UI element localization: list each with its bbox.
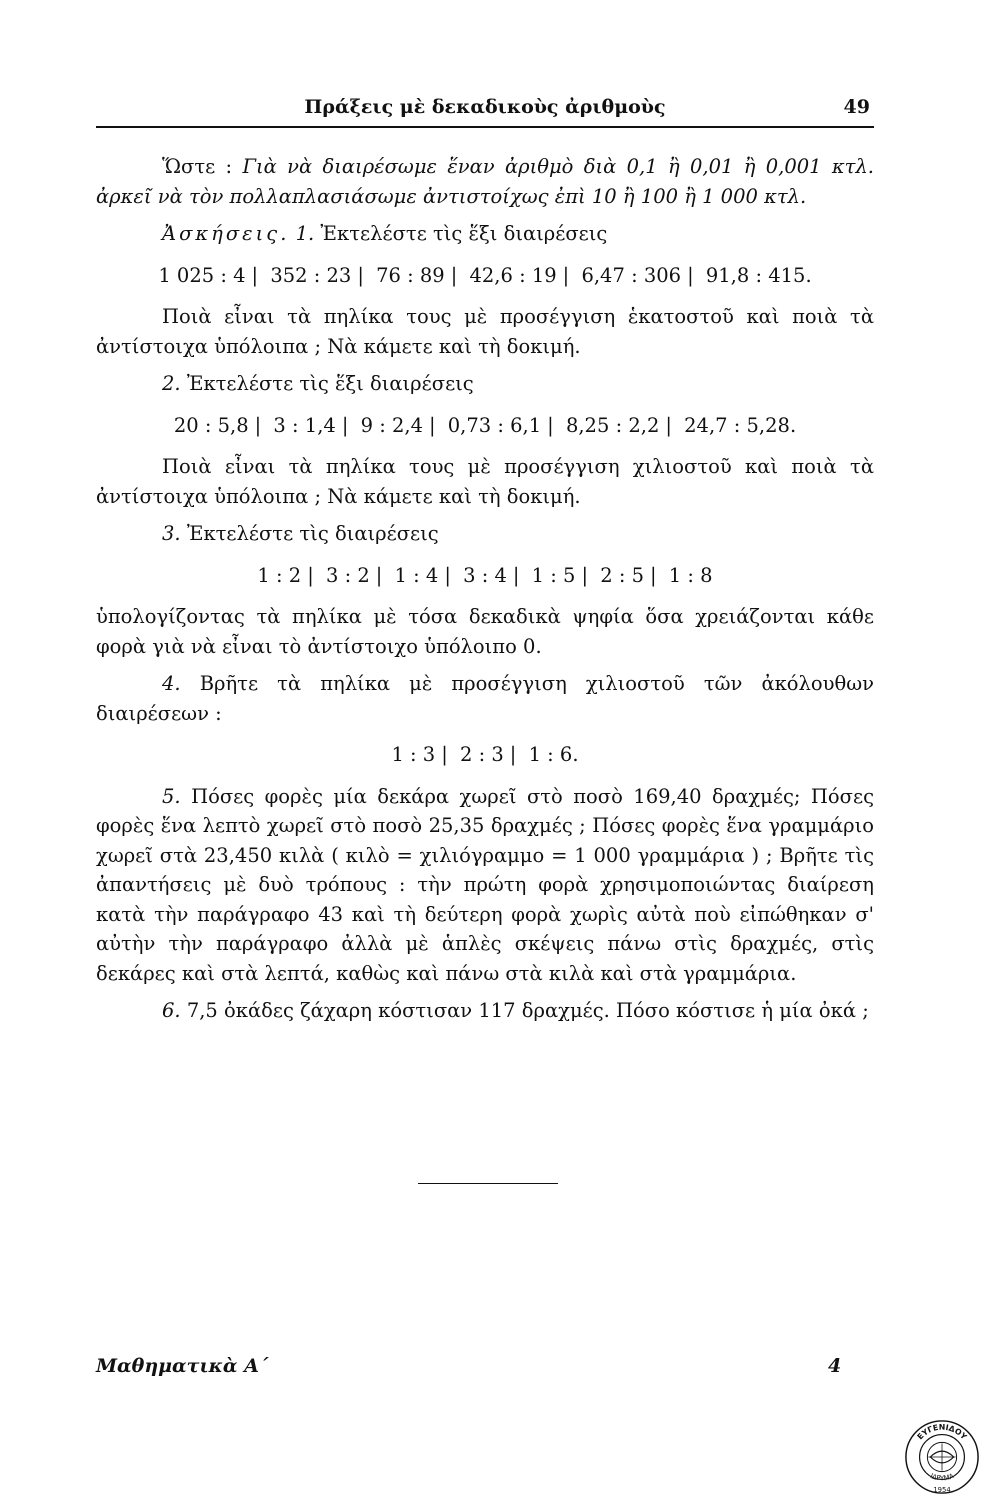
division: 1 : 3 <box>391 743 436 766</box>
footer-book-title: Μαθηματικὰ Α΄ <box>96 1355 269 1377</box>
exercise-1-question: Ποιὰ εἶναι τὰ πηλίκα τους μὲ προσέγγιση ἑκατοστοῦ καὶ ποιὰ τὰ ἀντίστοιχα ὑπόλοιπα ; Νὰ κάμετε καὶ τὴ δοκιμή. <box>96 305 874 358</box>
division: 1 025 : 4 <box>158 263 246 287</box>
exercises-heading: Ἀσκήσεις. <box>162 222 290 245</box>
division: 1 : 4 <box>394 563 439 587</box>
division: 91,8 : 415. <box>705 263 812 287</box>
exercise-3-number: 3. <box>162 522 181 545</box>
page-number: 49 <box>843 96 870 118</box>
intro-rule: Γιὰ νὰ διαιρέσωμε ἕναν ἀριθμὸ διὰ 0,1 ἢ 0,01 ἢ 0,001 κτλ. ἀρκεῖ νὰ τὸν πολλαπλασιάσωμε ἀντιστοίχως ἐπὶ 10 ἢ 100 ἢ 1 000 κτλ. <box>96 155 875 208</box>
division: 6,47 : 306 <box>581 263 682 287</box>
foundation-seal-icon <box>903 1418 981 1496</box>
exercise-2-intro <box>96 369 874 399</box>
exercise-1-instruction: Ἐκτελέστε τὶς ἕξι διαιρέσεις <box>320 222 608 245</box>
exercise-2-question: Ποιὰ εἶναι τὰ πηλίκα τους μὲ προσέγγιση χιλιοστοῦ καὶ ποιὰ τὰ ἀντίστοιχα ὑπόλοιπα ; Νὰ κάμετε καὶ τὴ δοκιμή. <box>96 455 874 508</box>
division: 3 : 1,4 <box>273 413 336 437</box>
division: 1 : 2 <box>257 563 302 587</box>
division: 20 : 5,8 <box>173 413 249 437</box>
section-divider <box>418 1183 558 1184</box>
division: 2 : 3 <box>460 743 504 766</box>
division: 0,73 : 6,1 <box>447 413 542 437</box>
footer-signature-number: 4 <box>828 1355 842 1377</box>
division: 1 : 6. <box>528 743 579 766</box>
exercise-4-number: 4. <box>162 672 181 695</box>
exercise-6 <box>96 996 874 1026</box>
division: 2 : 5 <box>600 563 645 587</box>
running-header <box>96 96 874 128</box>
exercise-3-intro <box>96 519 874 549</box>
division: 352 : 23 <box>270 263 352 287</box>
division: 24,7 : 5,28. <box>684 413 797 437</box>
exercise-5-number: 5. <box>162 784 181 808</box>
exercise-1-intro <box>96 219 874 249</box>
division: 1 : 8 <box>668 563 713 587</box>
exercise-2-number: 2. <box>162 372 181 395</box>
svg-text:ΙΔΡΥΜΑ <box>929 1472 956 1483</box>
exercise-1-number: 1. <box>295 222 315 245</box>
exercise-3-instruction: Ἐκτελέστε τὶς διαιρέσεις <box>186 522 439 545</box>
exercise-6-text: 7,5 ὀκάδες ζάχαρη κόστισαν 117 δραχμές. Πόσο κόστισε ἡ μία ὀκά ; <box>186 999 869 1022</box>
exercise-2-instruction: Ἐκτελέστε τὶς ἕξι διαιρέσεις <box>186 372 474 395</box>
division: 76 : 89 <box>376 263 445 287</box>
intro-lead: Ὥστε : <box>162 155 233 178</box>
exercise-5-text: Πόσες φορὲς μία δεκάρα χωρεῖ στὸ ποσὸ 169,40 δραχμές; Πόσες φορὲς ἕνα λεπτὸ χωρεῖ στὸ ποσὸ 25,35 δραχμές ; Πόσες φορὲς ἕνα γραμμάριο χωρεῖ στὰ 23,450 κιλὰ ( κιλὸ = χιλιόγραμμο = 1 000 γραμμάρια ) ; Βρῆτε τὶς ἀπαντήσεις μὲ δυὸ τρόπους : τὴν πρώτη φορὰ χρησιμοποιώντας διαίρεση κατὰ τὴν παράγραφο 43 καὶ τὴ δεύτερη φορὰ χωρὶς αὐτὰ ποὺ εἰπώθηκαν σ' αὐτὴν τὴν παράγραφο ἀλλὰ μὲ ἁπλὲς σκέψεις πάνω στὶς δραχμές, στὶς δεκάρες καὶ στὰ λεπτά, καθὼς καὶ πάνω στὰ κιλὰ καὶ στὰ γραμμάρια. <box>96 784 874 985</box>
exercise-6-number: 6. <box>162 999 181 1022</box>
division: 3 : 4 <box>463 563 507 587</box>
seal-top-text: ΕΥΓΕΝΙΔΟΥ <box>915 1422 969 1442</box>
division: 9 : 2,4 <box>360 413 423 437</box>
header-title: Πράξεις μὲ δεκαδικοὺς ἀριθμοὺς <box>304 96 666 118</box>
exercise-5 <box>96 782 874 989</box>
division: 42,6 : 19 <box>469 263 557 287</box>
seal-bottom-text: ΙΔΡΥΜΑ <box>928 1471 956 1483</box>
page-content <box>96 152 874 1026</box>
exercise-3-question: ὑπολογίζοντας τὰ πηλίκα μὲ τόσα δεκαδικὰ ψηφία ὅσα χρειάζονται κάθε φορὰ γιὰ νὰ εἶναι τὸ ἀντίστοιχο ὑπόλοιπο 0. <box>96 605 874 658</box>
division: 3 : 2 <box>325 563 370 587</box>
exercise-1-divisions: 1 025 : 4 | 352 : 23 | 76 : 89 | 42,6 : 19 | 6,47 : 306 | 91,8 : 415. <box>158 263 812 287</box>
exercise-3-divisions: 1 : 2 | 3 : 2 | 1 : 4 | 3 : 4 | 1 : 5 | 2 : 5 | 1 : 8 <box>257 563 713 587</box>
exercise-4-divisions: 1 : 3 | 2 : 3 | 1 : 6. <box>391 743 579 766</box>
exercise-4-text: Βρῆτε τὰ πηλίκα μὲ προσέγγιση χιλιοστοῦ τῶν ἀκόλουθων διαιρέσεων : <box>96 672 875 725</box>
exercise-2-divisions: 20 : 5,8 | 3 : 1,4 | 9 : 2,4 | 0,73 : 6,1 | 8,25 : 2,2 | 24,7 : 5,28. <box>173 413 797 437</box>
intro-paragraph <box>96 152 874 211</box>
division: 8,25 : 2,2 <box>565 413 660 437</box>
seal-year: 1954 <box>933 1486 951 1495</box>
division: 1 : 5 <box>531 563 576 587</box>
exercise-4 <box>96 669 874 728</box>
